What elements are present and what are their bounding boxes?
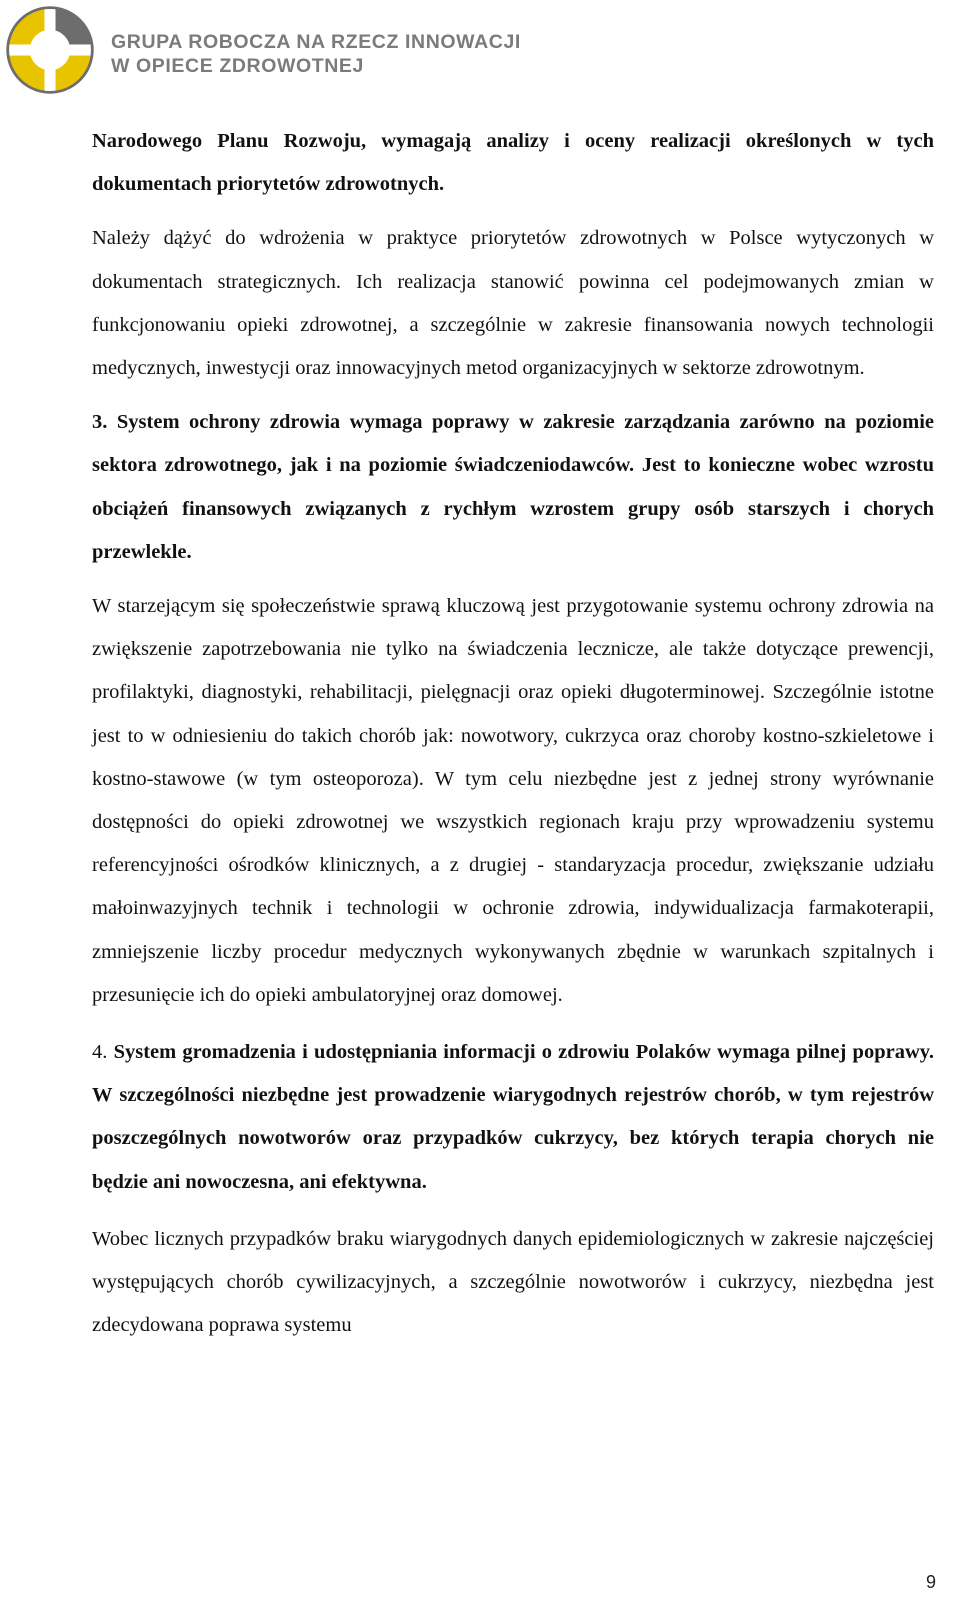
- paragraph-3: 3. System ochrony zdrowia wymaga poprawy w zakresie zarządzania zarówno na poziomie sektora zdrowotnego, jak i na poziomie świadczeniodawców. Jest to konieczne wobec wzrostu obciążeń finansowych związanych z rychłym wzrostem grupy osób starszych i chorych przewlekle.: [92, 411, 934, 563]
- paragraph-6: Wobec licznych przypadków braku wiarygodnych danych epidemiologicznych w zakresie najczęściej występujących chorób cywilizacyjnych, a szczególnie nowotworów i cukrzycy, niezbędna jest zdecydowana poprawa systemu: [92, 1227, 934, 1337]
- page-header: [0, 0, 960, 100]
- paragraph-2: Należy dążyć do wdrożenia w praktyce priorytetów zdrowotnych w Polsce wytyczonych w dokumentach strategicznych. Ich realizacja stanowić powinna cel podejmowanych zmian w funkcjonowaniu opieki zdrowotnej, a szczególnie w zakresie finansowania nowych technologii medycznych, inwestycji oraz innowacyjnych metod organizacyjnych w sektorze zdrowotnym.: [92, 227, 934, 380]
- paragraph-5: [92, 1031, 934, 1204]
- paragraph-1: Narodowego Planu Rozwoju, wymagają analizy i oceny realizacji określonych w tych dokumentach priorytetów zdrowotnych.: [92, 130, 934, 196]
- organization-name-line2: W OPIECE ZDROWOTNEJ: [111, 55, 364, 77]
- lifebuoy-logo: [4, 4, 96, 96]
- paragraph-5-text: System gromadzenia i udostępniania informacji o zdrowiu Polaków wymaga pilnej poprawy. W szczególności niezbędne jest prowadzenie wiarygodnych rejestrów chorób, w tym rejestrów poszczególnych nowotworów oraz przypadków cukrzycy, bez których terapia chorych nie będzie ani nowoczesna, ani efektywna.: [92, 1041, 935, 1193]
- paragraph-5-number: 4.: [92, 1041, 108, 1064]
- paragraph-4: W starzejącym się społeczeństwie sprawą kluczową jest przygotowanie systemu ochrony zdrowia na zwiększenie zapotrzebowania nie tylko na świadczenia lecznicze, ale także dotyczące prewencji, profilaktyki, diagnostyki, rehabilitacji, pielęgnacji oraz opieki długoterminowej. Szczególnie istotne jest to w odniesieniu do takich chorób jak: nowotwory, cukrzyca oraz choroby kostno-szkieletowe i kostno-stawowe (w tym osteoporoza). W tym celu niezbędne jest z jednej strony wyrównanie dostępności do opieki zdrowotnej we wszystkich regionach kraju przy wprowadzeniu systemu referencyjności ośrodków klinicznych, a z drugiej - standaryzacja procedur, zwiększanie udziału małoinwazyjnych technik i technologii w ochronie zdrowia, indywidualizacja farmakoterapii, zmniejszenie liczby procedur medycznych wykonywanych zbędnie w warunkach szpitalnych i przesunięcie ich do opieki ambulatoryjnej oraz domowej.: [92, 595, 934, 1006]
- organization-name: [111, 30, 521, 78]
- document-body: [92, 120, 934, 1347]
- organization-name-line1: GRUPA ROBOCZA NA RZECZ INNOWACJI: [111, 31, 521, 53]
- page-number: 9: [925, 1572, 936, 1592]
